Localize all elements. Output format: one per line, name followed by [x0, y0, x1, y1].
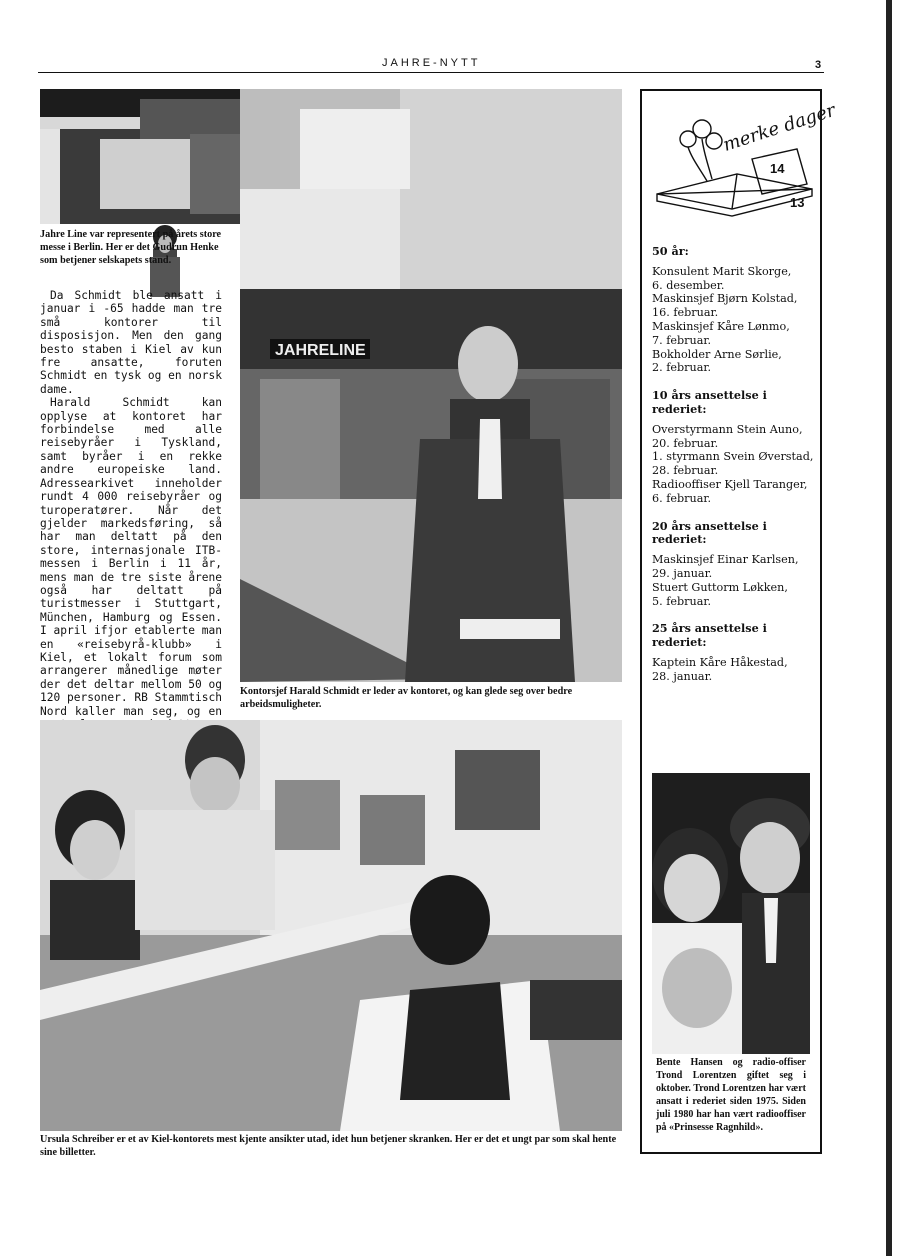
anniversary-line: 6. desember.	[652, 278, 725, 292]
anniversary-line: Radiooffiser Kjell Taranger,	[652, 477, 808, 491]
anniversary-line: 28. februar.	[652, 464, 719, 478]
calendar-number: 13	[790, 195, 805, 210]
anniversary-line: 29. januar.	[652, 566, 713, 580]
anniversary-line: Maskinsjef Bjørn Kolstad,	[652, 292, 798, 306]
wedding-couple-caption: Bente Hansen og radio-offiser Trond Lorentzen giftet seg i oktober. Trond Lorentzen har vært ansatt i rederiet siden 1975. Siden juli 1980 har han vært radiooffiser på «Prinsesse Ragnhild».	[656, 1057, 806, 1133]
anniversary-line: 6. februar.	[652, 491, 712, 505]
article-paragraph: Harald Schmidt kan opplyse at kontoret har forbindelse med alle reisebyråer i Tyskland, samt byråer i en rekke andre europeiske land. Adressearkivet inneholder rundt 4 000 reisebyråer og turoperatører. Når det gjelder markedsføring, så har man deltatt på den store, internasjonale ITB-messen i Berlin i 11 år, mens man de tre siste årene også har deltatt på turistmesser i Stuttgart, München, Hamburg og Essen. I april ifjor etablerte man en «reisebyrå-klubb» i Kiel, et lokalt forum som arrangerer månedlige møter der det deltar mellom 50 og 120 personer. RB Stammtisch Nord kaller man seg, og en	[40, 396, 222, 718]
section-heading: 50 år:	[652, 244, 689, 258]
harald-schmidt-photo	[240, 89, 622, 682]
anniversary-line: Maskinsjef Kåre Lønmo,	[652, 319, 790, 333]
anniversary-line: Maskinsjef Einar Karlsen,	[652, 553, 799, 567]
jahreline-sign-text: JAHRELINE	[275, 342, 366, 359]
exhibition-stand-caption: Jahre Line var representert på årets store messe i Berlin. Her er det Gudrun Henke som betjener selskapets stand.	[40, 229, 222, 267]
section-heading: 10 års ansettelse i rederiet:	[652, 388, 767, 416]
anniversary-line: Konsulent Marit Skorge,	[652, 264, 792, 278]
running-header: JAHRE-NYTT	[382, 57, 481, 69]
anniversary-line: Kaptein Kåre Håkestad,	[652, 655, 788, 669]
exhibition-stand-photo	[40, 89, 264, 224]
page-number: 3	[815, 59, 822, 71]
article-paragraph: Da Schmidt ble ansatt i januar i -65 hadde man tre små kontorer til disposisjon. Men den gang besto staben i Kiel av kun fre ansatte, foruten Schmidt en tysk og en norsk dame.	[40, 289, 222, 396]
header-rule	[38, 72, 824, 73]
merkedager-sidebar	[640, 89, 838, 1154]
wedding-couple-photo	[652, 773, 810, 1054]
ticket-counter-caption: Ursula Schreiber er et av Kiel-kontorets mest kjente ansikter utad, idet hun betjener skranken. Her er det et ungt par som skal hente sine billetter.	[40, 1134, 617, 1159]
anniversary-line: 7. februar.	[652, 333, 712, 347]
anniversary-line: Bokholder Arne Sørlie,	[652, 347, 782, 361]
page-edge	[886, 0, 892, 1256]
logo-text: merke dager	[720, 99, 838, 156]
anniversary-list	[652, 245, 814, 684]
anniversary-line: Stuert Guttorm Løkken,	[652, 580, 788, 594]
anniversary-line: Overstyrmann Stein Auno,	[652, 422, 803, 436]
anniversary-line: 20. februar.	[652, 436, 719, 450]
harald-schmidt-caption: Kontorsjef Harald Schmidt er leder av kontoret, og kan glede seg over bedre arbeidsmuligheter.	[240, 686, 573, 711]
anniversary-line: 5. februar.	[652, 594, 712, 608]
section-heading: 20 års ansettelse i rederiet:	[652, 518, 767, 547]
article-body	[40, 289, 222, 745]
section-heading: 25 års ansettelse i rederiet:	[652, 621, 767, 650]
calendar-number: 14	[770, 161, 785, 176]
anniversary-line: 16. februar.	[652, 306, 719, 320]
anniversary-line: 2. februar.	[652, 361, 712, 375]
anniversary-line: 28. januar.	[652, 669, 713, 683]
ticket-counter-photo	[40, 720, 622, 1131]
merkedager-logo	[652, 99, 838, 239]
anniversary-line: 1. styrmann Svein Øverstad,	[652, 450, 814, 464]
